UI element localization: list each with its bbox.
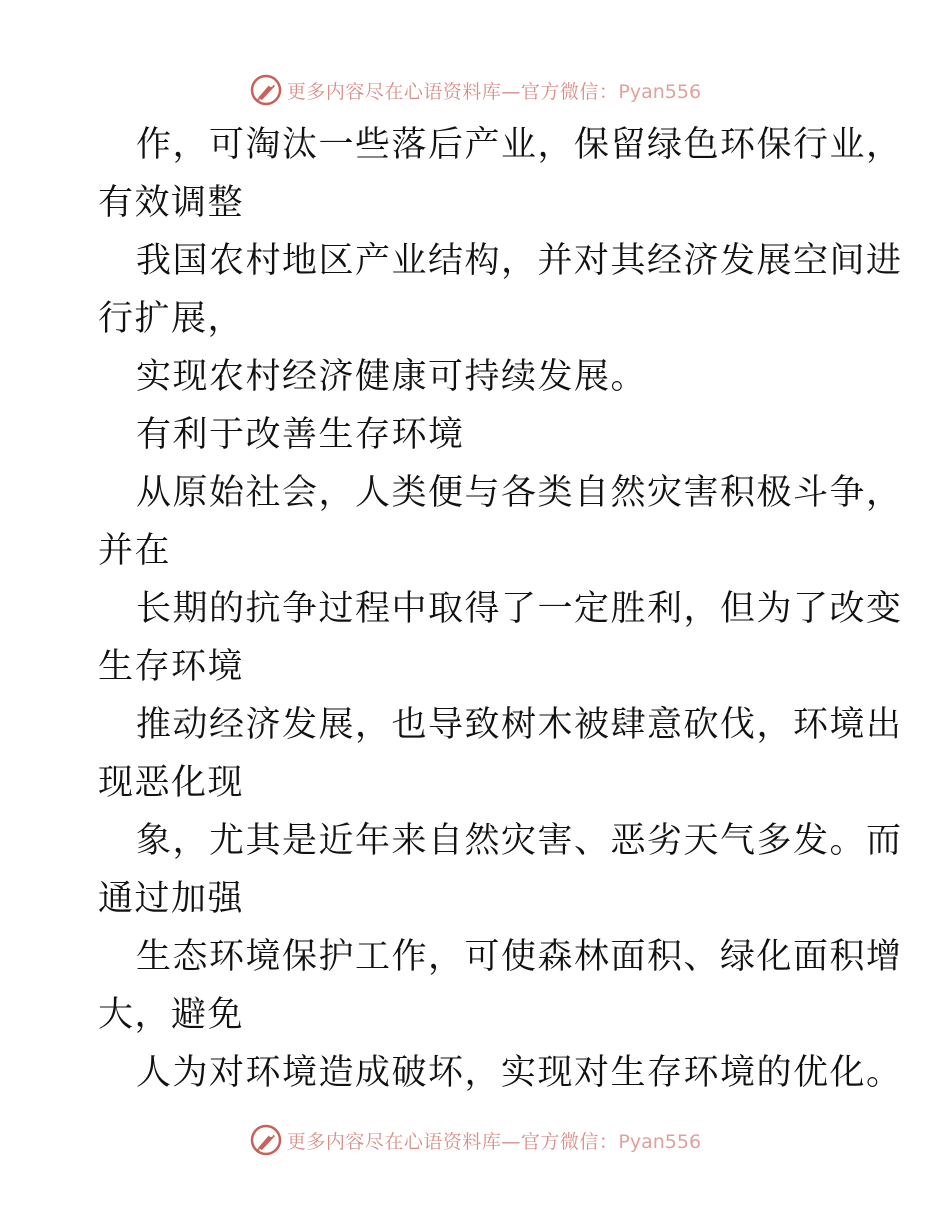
text-line: 象，尤其是近年来自然灾害、恶劣天气多发。而 [136, 821, 903, 861]
text-line: 大，避免 [98, 995, 245, 1035]
watermark-text: 更多内容尽在心语资料库—官方微信：Pyan556 [286, 80, 702, 103]
text-line: 生存环境 [98, 647, 245, 687]
footer-watermark [0, 1120, 950, 1160]
text-line: 通过加强 [98, 879, 245, 919]
text-line: 人为对环境造成破坏，实现对生存环境的优化。 [136, 1053, 903, 1093]
section-heading: 有利于改善生存环境 [136, 415, 465, 455]
document-body [98, 116, 903, 1102]
header-watermark [0, 70, 950, 110]
text-line: 行扩展， [98, 299, 245, 339]
text-line: 有效调整 [98, 183, 245, 223]
text-line: 现恶化现 [98, 763, 245, 803]
text-line: 生态环境保护工作，可使森林面积、绿化面积增 [136, 937, 903, 977]
watermark-text: 更多内容尽在心语资料库—官方微信：Pyan556 [286, 1130, 702, 1153]
quill-pen-seal-icon [249, 73, 283, 107]
text-line: 我国农村地区产业结构，并对其经济发展空间进 [136, 241, 903, 281]
text-line: 作，可淘汰一些落后产业，保留绿色环保行业， [136, 125, 903, 165]
text-line: 从原始社会，人类便与各类自然灾害积极斗争， [136, 473, 903, 513]
text-line: 长期的抗争过程中取得了一定胜利，但为了改变 [136, 589, 903, 629]
text-line: 推动经济发展，也导致树木被肆意砍伐，环境出 [136, 705, 903, 745]
text-line: 并在 [98, 531, 172, 571]
quill-pen-seal-icon [249, 1123, 283, 1157]
text-line: 实现农村经济健康可持续发展。 [136, 357, 648, 397]
